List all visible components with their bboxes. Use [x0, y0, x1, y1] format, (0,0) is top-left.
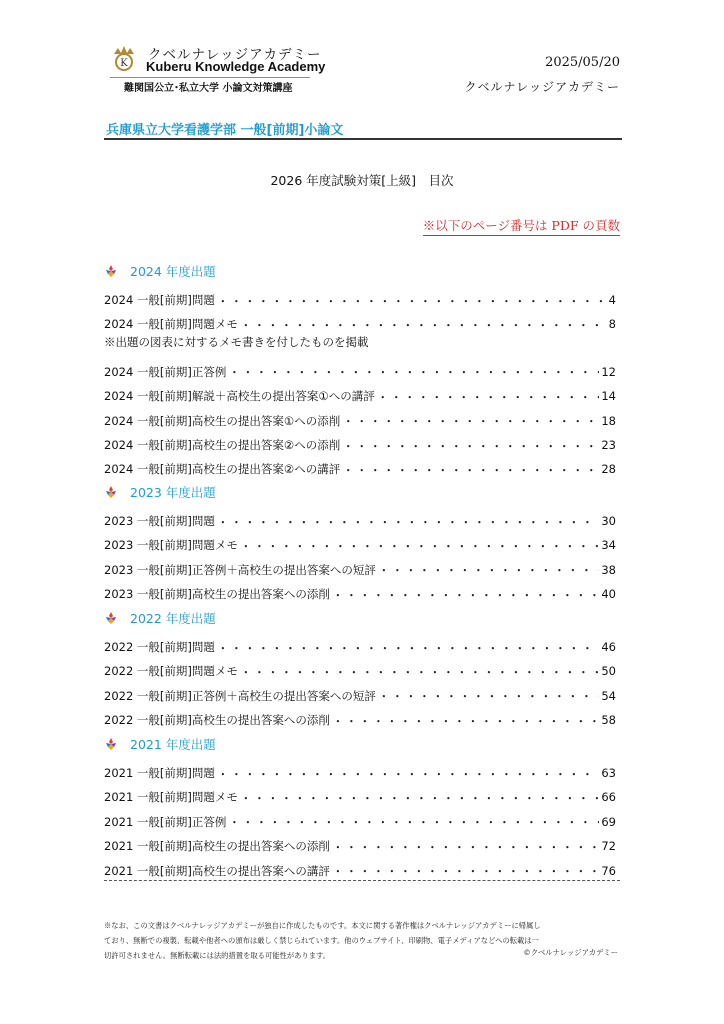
toc-entry-title: 2024 一般[前期]正答例 — [104, 364, 227, 379]
section-label: 2022 年度出題 — [130, 611, 216, 626]
toc-entry-title: 2023 一般[前期]問題 — [104, 514, 215, 528]
toc-entry-page: 14 — [601, 389, 616, 404]
logo-name-en: Kuberu Knowledge Academy — [146, 59, 326, 74]
dot-leader — [218, 766, 599, 781]
header-divider — [104, 138, 622, 140]
section-heading — [104, 483, 216, 501]
toc-entry[interactable] — [104, 315, 616, 333]
toc-entry-page: 69 — [601, 814, 616, 829]
dot-leader — [333, 713, 599, 728]
dot-leader — [229, 364, 599, 379]
section-label: 2023 年度出題 — [130, 485, 216, 500]
section-marker-icon — [104, 265, 118, 277]
logo-name-jp: クベルナレッジアカデミー — [148, 47, 322, 63]
dot-leader — [218, 293, 607, 308]
logo-tagline: 難関国公立･私立大学 小論文対策講座 — [124, 83, 293, 94]
toc-entry[interactable] — [104, 436, 616, 454]
toc-entry[interactable] — [104, 536, 616, 554]
toc-entry-page: 18 — [601, 413, 616, 428]
toc-entry[interactable] — [104, 638, 616, 656]
toc-entry-title: 2024 一般[前期]高校生の提出答案②への添削 — [104, 438, 341, 452]
toc-entry[interactable] — [104, 662, 616, 680]
toc-entry[interactable] — [104, 687, 616, 705]
footer-line: 切許可されません。無断転載には法的措置を取る可能性があります。 — [104, 951, 331, 960]
toc-entry-title: 2021 一般[前期]高校生の提出答案への講評 — [104, 863, 330, 878]
toc-entry-page: 58 — [601, 713, 616, 728]
toc-entry[interactable] — [104, 862, 616, 880]
toc-entry[interactable] — [104, 291, 616, 309]
toc-entry-title: 2022 一般[前期]問題 — [104, 640, 215, 654]
dot-leader — [218, 640, 599, 655]
toc-entry[interactable] — [104, 561, 616, 579]
logo-divider — [110, 77, 310, 78]
section-label: 2021 年度出題 — [130, 737, 216, 752]
dot-leader — [343, 462, 599, 477]
footer-line: ※なお、この文書はクベルナレッジアカデミーが独自に作成したものです。本文に関する著作権はクベルナレッジアカデミーに帰属し — [104, 921, 541, 930]
dot-leader — [333, 839, 599, 854]
toc-entry-page: 8 — [608, 317, 616, 332]
toc-entry-title: 2023 一般[前期]正答例＋高校生の提出答案への短評 — [104, 562, 376, 577]
toc-entry-title: 2021 一般[前期]正答例 — [104, 814, 227, 829]
toc-entry-title: 2024 一般[前期]高校生の提出答案①への添削 — [104, 413, 341, 428]
toc-entry-title: 2024 一般[前期]問題メモ — [104, 317, 238, 332]
dot-leader — [378, 389, 600, 404]
footer-line: ており、無断での複製、転載や他者への頒布は厳しく禁じられています。他のウェブサイト、印刷物、電子メディアなどへの転載は一 — [104, 936, 539, 945]
organization-name: クベルナレッジアカデミー — [464, 80, 620, 94]
dot-leader — [379, 562, 599, 577]
toc-entry-page: 72 — [601, 839, 616, 854]
toc-entry-title: 2024 一般[前期]問題 — [104, 293, 215, 307]
toc-entry[interactable] — [104, 387, 616, 405]
toc-entry[interactable] — [104, 412, 616, 430]
dot-leader — [241, 317, 607, 332]
dot-leader — [241, 538, 599, 553]
toc-entry[interactable] — [104, 363, 616, 381]
toc-entry-title: 2023 一般[前期]高校生の提出答案への添削 — [104, 587, 330, 602]
footer-divider — [104, 880, 620, 881]
section-marker-icon — [104, 486, 118, 498]
toc-entry-title: 2021 一般[前期]問題 — [104, 766, 215, 780]
toc-entry-page: 28 — [601, 462, 616, 477]
toc-entry[interactable] — [104, 813, 616, 831]
section-label: 2024 年度出題 — [130, 264, 216, 279]
toc-entry[interactable] — [104, 512, 616, 530]
document-title: 2026 年度試験対策[上級] 目次 — [270, 173, 454, 188]
memo-note: ※出題の図表に対するメモ書きを付したものを掲載 — [104, 335, 369, 349]
toc-entry-page: 54 — [601, 688, 616, 703]
dot-leader — [218, 514, 599, 529]
academy-logo — [110, 42, 326, 94]
crest-icon — [110, 44, 138, 72]
toc-entry-title: 2024 一般[前期]解説＋高校生の提出答案①への講評 — [104, 389, 375, 404]
toc-entry-page: 40 — [601, 587, 616, 602]
section-heading — [104, 262, 216, 280]
toc-entry-title: 2021 一般[前期]高校生の提出答案への添削 — [104, 839, 330, 854]
toc-entry-page: 30 — [601, 514, 616, 528]
toc-entry-page: 23 — [601, 438, 616, 452]
toc-entry[interactable] — [104, 764, 616, 782]
svg-text:K: K — [120, 58, 128, 69]
toc-entry-title: 2023 一般[前期]問題メモ — [104, 538, 238, 553]
subject-heading: 兵庫県立大学看護学部 一般[前期]小論文 — [106, 123, 344, 138]
toc-entry[interactable] — [104, 711, 616, 729]
dot-leader — [343, 413, 599, 428]
page-number-note: ※以下のページ番号は PDF の頁数 — [423, 216, 620, 236]
toc-entry[interactable] — [104, 585, 616, 603]
copyright-mark: ©クベルナレッジアカデミー — [523, 948, 618, 957]
toc-entry-page: 76 — [601, 863, 616, 878]
dot-leader — [229, 814, 599, 829]
toc-entry-page: 38 — [601, 562, 616, 577]
section-marker-icon — [104, 612, 118, 624]
section-heading — [104, 609, 216, 627]
toc-entry-page: 34 — [601, 538, 616, 553]
toc-entry[interactable] — [104, 460, 616, 478]
toc-entry-title: 2022 一般[前期]正答例＋高校生の提出答案への短評 — [104, 688, 376, 703]
toc-entry-page: 50 — [601, 664, 616, 679]
document-date: 2025/05/20 — [545, 55, 620, 70]
dot-leader — [241, 664, 599, 679]
toc-entry-page: 4 — [608, 293, 616, 307]
toc-entry[interactable] — [104, 837, 616, 855]
dot-leader — [241, 790, 599, 805]
dot-leader — [333, 587, 599, 602]
toc-entry-page: 46 — [601, 640, 616, 654]
toc-entry-title: 2021 一般[前期]問題メモ — [104, 790, 238, 805]
dot-leader — [333, 863, 599, 878]
toc-entry-page: 66 — [601, 790, 616, 805]
toc-entry-page: 63 — [601, 766, 616, 780]
toc-entry-title: 2022 一般[前期]問題メモ — [104, 664, 238, 679]
toc-entry[interactable] — [104, 788, 616, 806]
toc-entry-page: 12 — [601, 364, 616, 379]
toc-entry-title: 2024 一般[前期]高校生の提出答案②への講評 — [104, 462, 341, 477]
toc-entry-title: 2022 一般[前期]高校生の提出答案への添削 — [104, 713, 330, 728]
section-heading — [104, 735, 216, 753]
dot-leader — [379, 688, 599, 703]
section-marker-icon — [104, 738, 118, 750]
dot-leader — [343, 438, 599, 453]
